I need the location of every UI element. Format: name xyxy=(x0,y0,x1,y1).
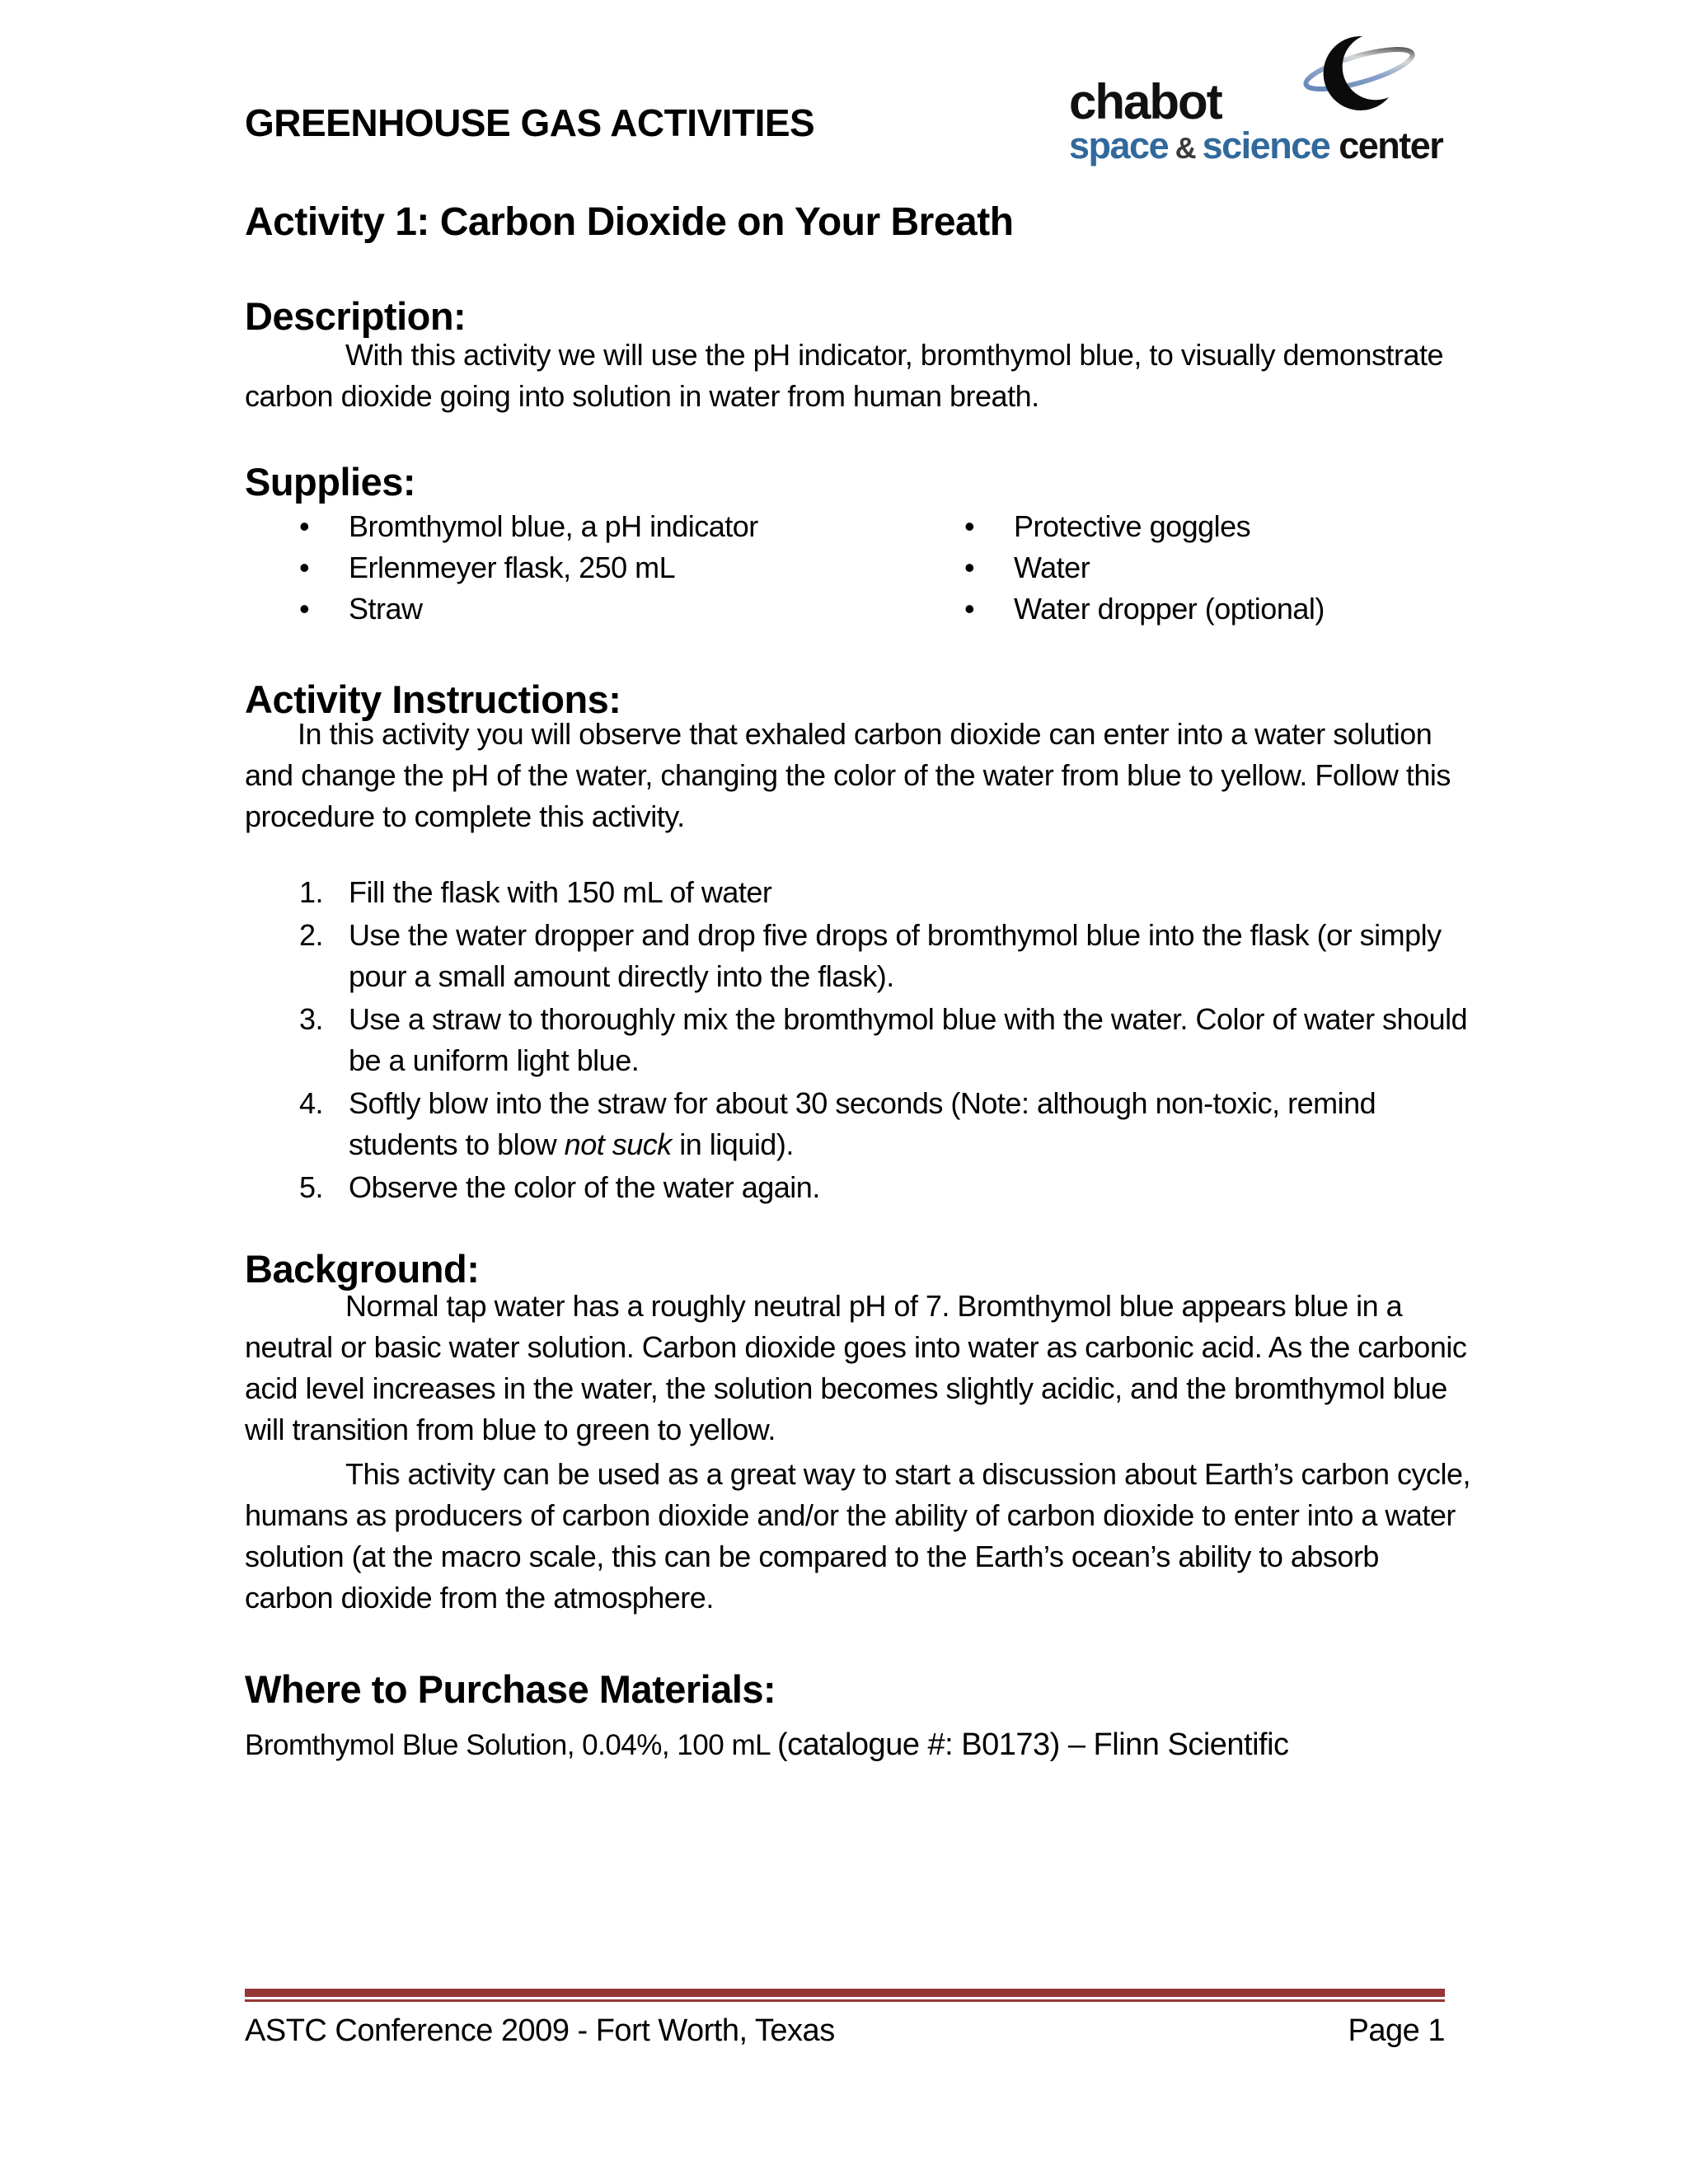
bullet-icon: • xyxy=(964,509,975,543)
step-item xyxy=(245,1167,1473,1208)
list-item xyxy=(964,506,1445,547)
supply-label: Water dropper (optional) xyxy=(1014,592,1325,626)
step-number: 5. xyxy=(299,1170,324,1204)
activity-title: Activity 1: Carbon Dioxide on Your Breath xyxy=(245,200,1014,244)
step-number: 3. xyxy=(299,1002,324,1036)
background-paragraphs xyxy=(245,1286,1473,1622)
supplies-column-1 xyxy=(245,506,964,630)
background-paragraph-1: Normal tap water has a roughly neutral pH of 7. Bromthymol blue appears blue in a neutral or basic water solution. Carbon dioxide goes into water as carbonic acid. As the carbonic acid level increases in the water, the solution becomes slightly acidic, and the bromthymol blue will transition from blue to green to yellow. xyxy=(245,1289,1467,1446)
bullet-icon: • xyxy=(299,551,310,584)
logo-tag-space: space xyxy=(1069,124,1169,166)
list-item xyxy=(245,506,964,547)
list-item xyxy=(964,547,1445,588)
footer-rule-thin xyxy=(245,1999,1445,2002)
step-text: Observe the color of the water again. xyxy=(349,1170,820,1204)
supply-label: Protective goggles xyxy=(1014,509,1251,543)
supplies-column-2 xyxy=(964,506,1445,630)
background-paragraph-2: This activity can be used as a great way to start a discussion about Earth’s carbon cycle, humans as producers of carbon dioxide and/or the ability of carbon dioxide to enter into a water solution (at the macro scale, this can be compared to the Earth’s ocean’s ability to absorb carbon dioxide from the atmosphere. xyxy=(245,1457,1471,1615)
logo-tag-amp: & xyxy=(1168,131,1203,165)
supplies-list xyxy=(245,506,1445,630)
footer-page-number: Page 1 xyxy=(1348,2013,1445,2048)
logo-tagline xyxy=(1069,124,1443,166)
bullet-icon: • xyxy=(964,551,975,584)
instructions-steps xyxy=(245,872,1473,1210)
bullet-icon: • xyxy=(299,592,310,626)
step-item xyxy=(245,915,1473,997)
step-text: Softly blow into the straw for about 30 seconds (Note: although non-toxic, remind students to blow xyxy=(349,1086,1376,1161)
purchase-heading: Where to Purchase Materials: xyxy=(245,1667,776,1711)
step-number: 4. xyxy=(299,1086,324,1120)
chabot-swoosh-icon xyxy=(1301,35,1417,110)
step-text: Fill the flask with 150 mL of water xyxy=(349,875,772,909)
step-item xyxy=(245,1083,1473,1165)
step-number: 1. xyxy=(299,875,324,909)
doc-title: GREENHOUSE GAS ACTIVITIES xyxy=(245,101,815,144)
supplies-heading: Supplies: xyxy=(245,460,416,504)
list-item xyxy=(964,588,1445,630)
supply-label: Straw xyxy=(349,592,423,626)
purchase-product-name: Bromthymol Blue Solution, 0.04%, 100 mL xyxy=(245,1729,777,1761)
step-text: in liquid). xyxy=(671,1127,794,1161)
step-item xyxy=(245,999,1473,1081)
footer-conference-label: ASTC Conference 2009 - Fort Worth, Texas xyxy=(245,2013,835,2048)
supply-label: Water xyxy=(1014,551,1090,584)
chabot-logo xyxy=(1069,16,1465,166)
bullet-icon: • xyxy=(299,509,310,543)
bullet-icon: • xyxy=(964,592,975,626)
step-item xyxy=(245,872,1473,913)
step-text: Use a straw to thoroughly mix the bromthymol blue with the water. Color of water should be a uniform light blue. xyxy=(349,1002,1468,1077)
description-paragraph: With this activity we will use the pH indicator, bromthymol blue, to visually demonstrate carbon dioxide going into solution in water from human breath. xyxy=(245,338,1444,413)
step-number: 2. xyxy=(299,918,324,952)
logo-tag-center: center xyxy=(1329,124,1443,166)
step-text: Use the water dropper and drop five drops of bromthymol blue into the flask (or simply pour a small amount directly into the flask). xyxy=(349,918,1442,993)
background-heading: Background: xyxy=(245,1247,480,1291)
footer-text-row xyxy=(245,2013,1445,2049)
logo-wordmark: chabot xyxy=(1069,74,1221,129)
list-item xyxy=(245,547,964,588)
step-text-italic: not suck xyxy=(564,1127,672,1161)
description-heading: Description: xyxy=(245,294,467,338)
page-footer xyxy=(245,1989,1445,2049)
logo-tag-science: science xyxy=(1202,124,1330,166)
purchase-source: (catalogue #: B0173) – Flinn Scientific xyxy=(777,1727,1289,1762)
purchase-item xyxy=(245,1724,1473,1766)
instructions-heading: Activity Instructions: xyxy=(245,677,621,721)
footer-rule-thick xyxy=(245,1989,1445,1997)
list-item xyxy=(245,588,964,630)
supply-label: Bromthymol blue, a pH indicator xyxy=(349,509,758,543)
instructions-intro: In this activity you will observe that exhaled carbon dioxide can enter into a water solution and change the pH of the water, changing the color of the water from blue to yellow. Follow this procedure to complete this activity. xyxy=(245,717,1451,833)
supply-label: Erlenmeyer flask, 250 mL xyxy=(349,551,676,584)
